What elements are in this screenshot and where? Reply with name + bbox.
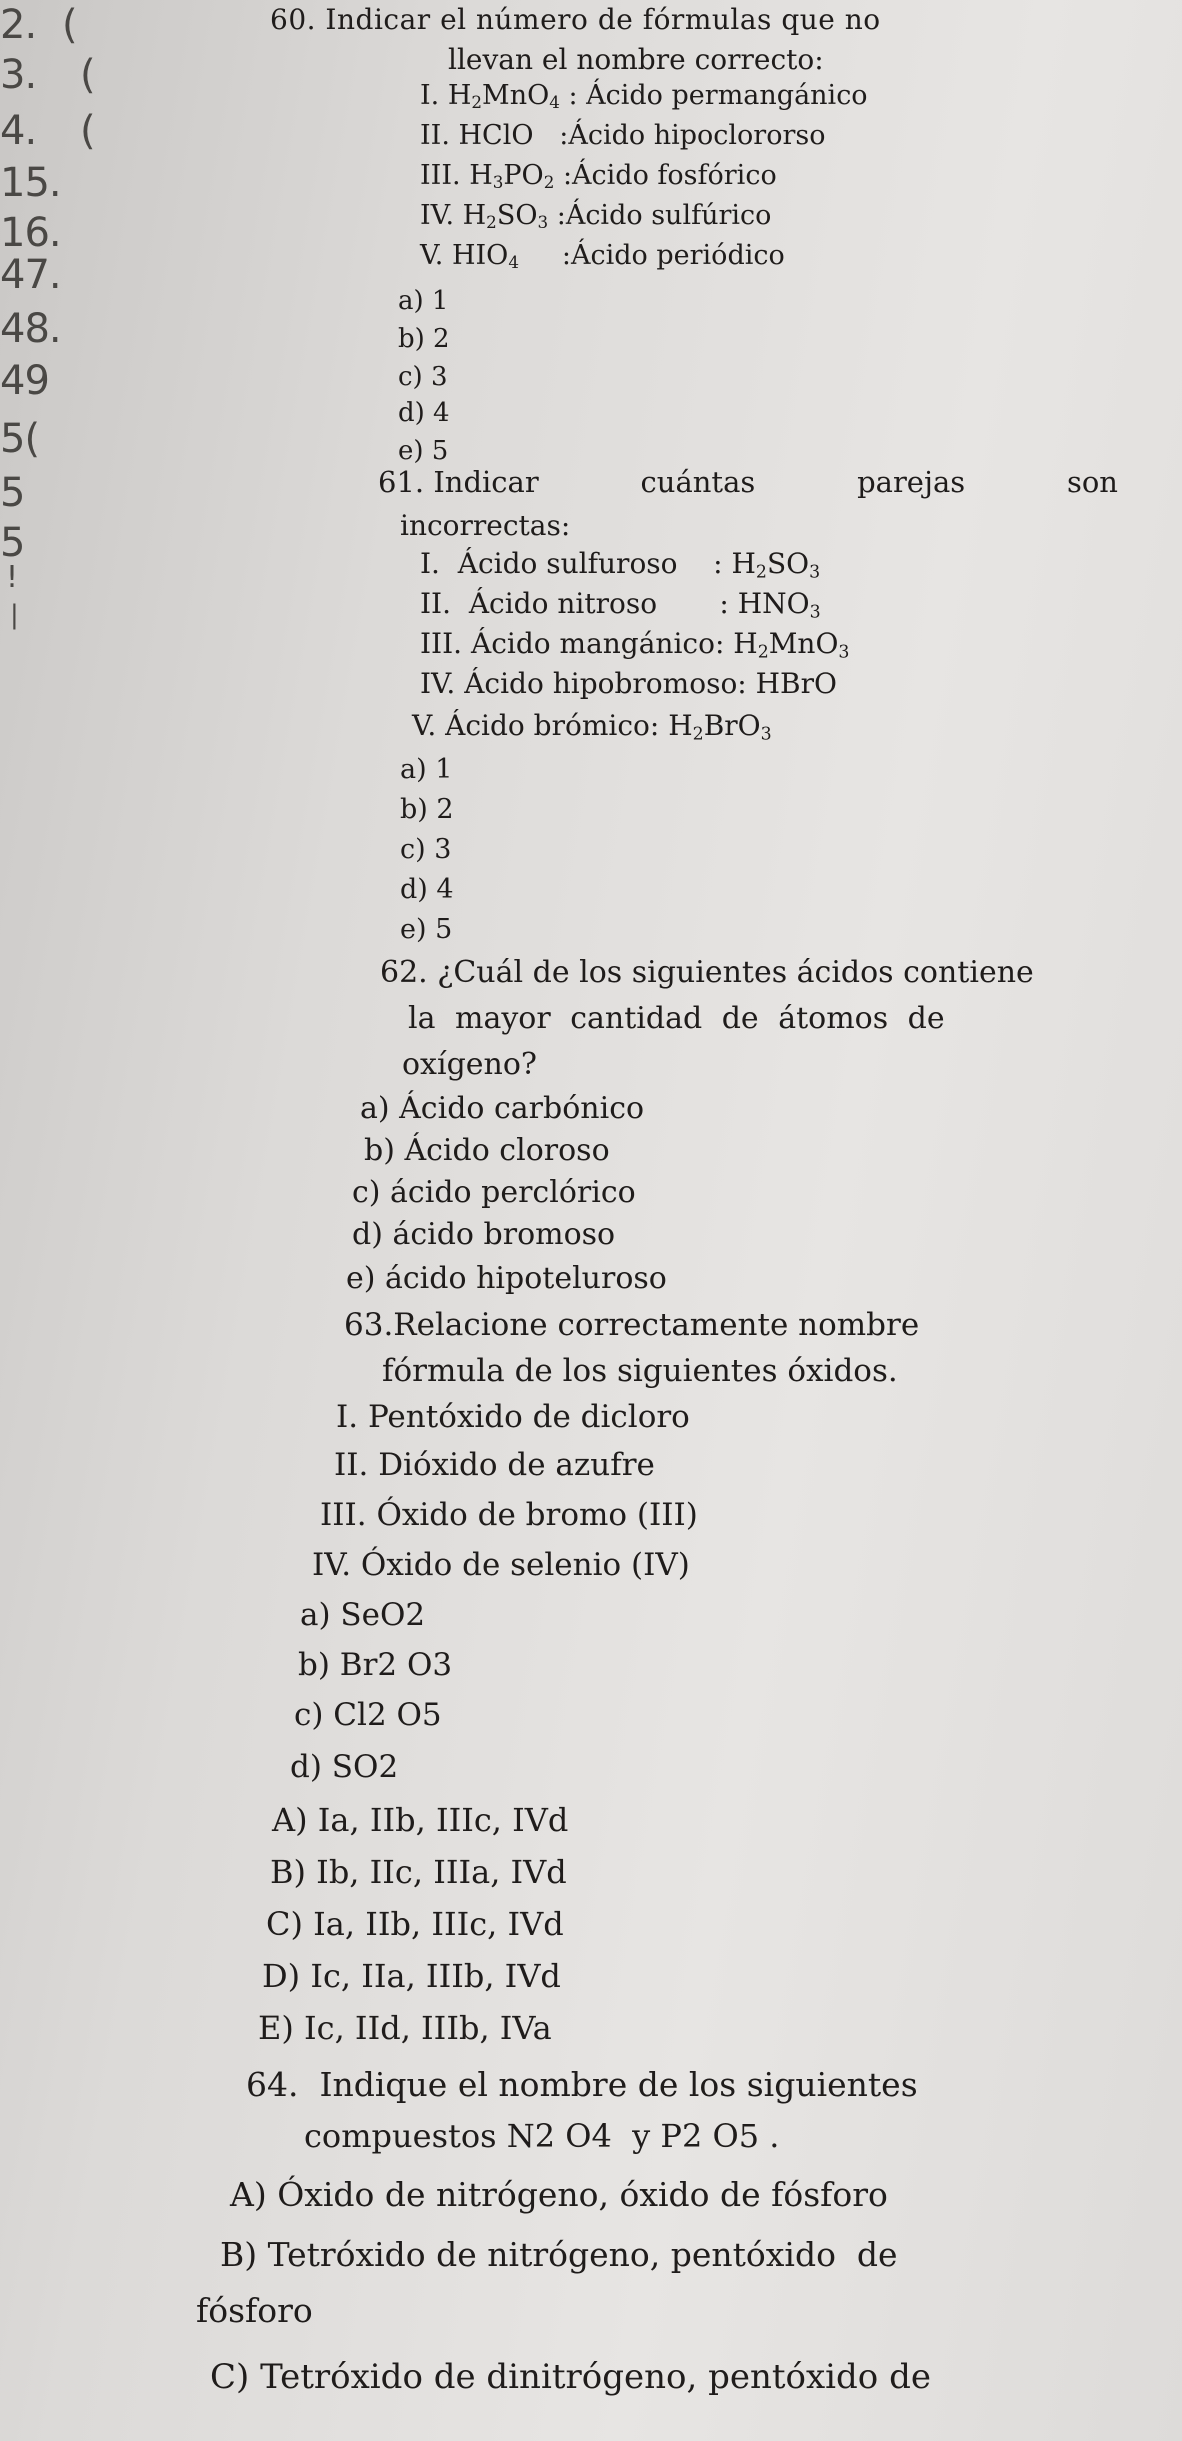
answer-option[interactable]: E) Ic, IId, IIIb, IVa [258,2009,552,2047]
margin-mark: | [10,600,18,630]
answer-option[interactable]: B) Ib, IIc, IIIa, IVd [270,1853,567,1891]
pair-item: II. Ácido nitroso : $HNO_3$ [420,587,821,623]
question-title: 64. Indique el nombre de los siguientes [246,2065,918,2104]
answer-option[interactable]: b) Ácido cloroso [364,1133,610,1168]
question-title-continued: fórmula de los siguientes óxidos. [382,1353,898,1389]
margin-number: 5 [0,470,25,516]
question-title-continued: llevan el nombre correcto: [448,43,824,76]
answer-option[interactable]: e) 5 [398,436,449,466]
answer-option[interactable]: c) 3 [400,834,452,865]
question-title: 63.Relacione correctamente nombre [344,1307,920,1343]
pair-item: I. Ácido sulfuroso : $H_2SO_3$ [420,547,821,583]
margin-mark: ( [62,2,77,48]
question-title-continued: la mayor cantidad de átomos de [408,1001,945,1036]
title-word: son [1066,465,1118,499]
oxide-item: II. Dióxido de azufre [334,1447,655,1483]
answer-option[interactable]: d) ácido bromoso [352,1217,616,1252]
formula-item: V. $HIO_4$ :Ácido periódico [420,240,785,273]
formula-option: a) SeO2 [300,1597,426,1633]
answer-option[interactable]: c) ácido perclórico [352,1175,636,1210]
margin-number: 2. [0,2,37,48]
answer-option[interactable]: e) 5 [400,914,453,945]
oxide-item: IV. Óxido de selenio (IV) [312,1547,690,1583]
margin-number: 3. [0,52,37,98]
answer-option[interactable]: d) 4 [398,398,450,428]
answer-option[interactable]: c) 3 [398,362,448,392]
formula-option: d) SO2 [290,1749,399,1785]
margin-number: 16. [0,210,61,256]
answer-option[interactable]: B) Tetróxido de nitrógeno, pentóxido de [220,2235,898,2274]
title-word: parejas [857,465,966,499]
answer-option[interactable]: a) Ácido carbónico [360,1091,645,1126]
answer-option[interactable]: A) Óxido de nitrógeno, óxido de fósforo [230,2175,888,2214]
answer-option[interactable]: a) 1 [398,286,449,316]
formula-item: II. HClO :Ácido hipoclororso [420,120,826,151]
oxide-item: III. Óxido de bromo (III) [320,1497,698,1533]
question-title [378,465,1118,499]
margin-mark: ! [6,560,18,595]
question-title: 60. Indicar el número de fórmulas que no [270,3,881,36]
answer-option[interactable]: C) Ia, IIb, IIIc, IVd [266,1905,564,1943]
margin-mark: ( [80,52,95,98]
question-title: 62. ¿Cuál de los siguientes ácidos contiene [380,955,1034,990]
margin-number: 49 [0,358,49,404]
formula-option: c) Cl2 O5 [294,1697,442,1733]
margin-number: 47. [0,252,61,298]
margin-mark: ( [80,108,95,154]
margin-number: 15. [0,160,61,206]
answer-option[interactable]: D) Ic, IIa, IIIb, IVd [262,1957,561,1995]
answer-option[interactable]: a) 1 [400,754,453,785]
pair-item: III. Ácido mangánico: $H_2MnO_3$ [420,627,850,663]
margin-number: 4. [0,108,37,154]
answer-option[interactable]: d) 4 [400,874,454,905]
title-word: 61. Indicar [378,465,539,499]
question-title-continued: incorrectas: [400,509,571,542]
pair-item: IV. Ácido hipobromoso: HBrO [420,667,837,700]
answer-option[interactable]: b) 2 [400,794,454,825]
answer-option[interactable]: A) Ia, IIb, IIIc, IVd [272,1801,569,1839]
answer-option[interactable]: b) 2 [398,324,450,354]
oxide-item: I. Pentóxido de dicloro [336,1399,690,1435]
answer-option[interactable]: e) ácido hipoteluroso [346,1261,667,1296]
formula-item: I. $H_2MnO_4$ : Ácido permangánico [420,80,868,113]
question-title-continued: oxígeno? [402,1047,537,1082]
formula-option: b) Br2 O3 [298,1647,453,1683]
pair-item: V. Ácido brómico: $H_2BrO_3$ [412,709,772,745]
formula-item: IV. $H_2SO_3$ :Ácido sulfúrico [420,200,772,233]
answer-option[interactable]: C) Tetróxido de dinitrógeno, pentóxido de [210,2357,931,2397]
margin-number: 48. [0,306,61,352]
margin-number: 5 [0,520,25,566]
answer-option-continued: fósforo [196,2291,313,2330]
margin-number: 5( [0,416,40,462]
title-word: cuántas [640,465,756,499]
formula-item: III. $H_3PO_2$ :Ácido fosfórico [420,160,777,193]
question-title-continued: compuestos N2 O4 y P2 O5 . [304,2117,780,2155]
